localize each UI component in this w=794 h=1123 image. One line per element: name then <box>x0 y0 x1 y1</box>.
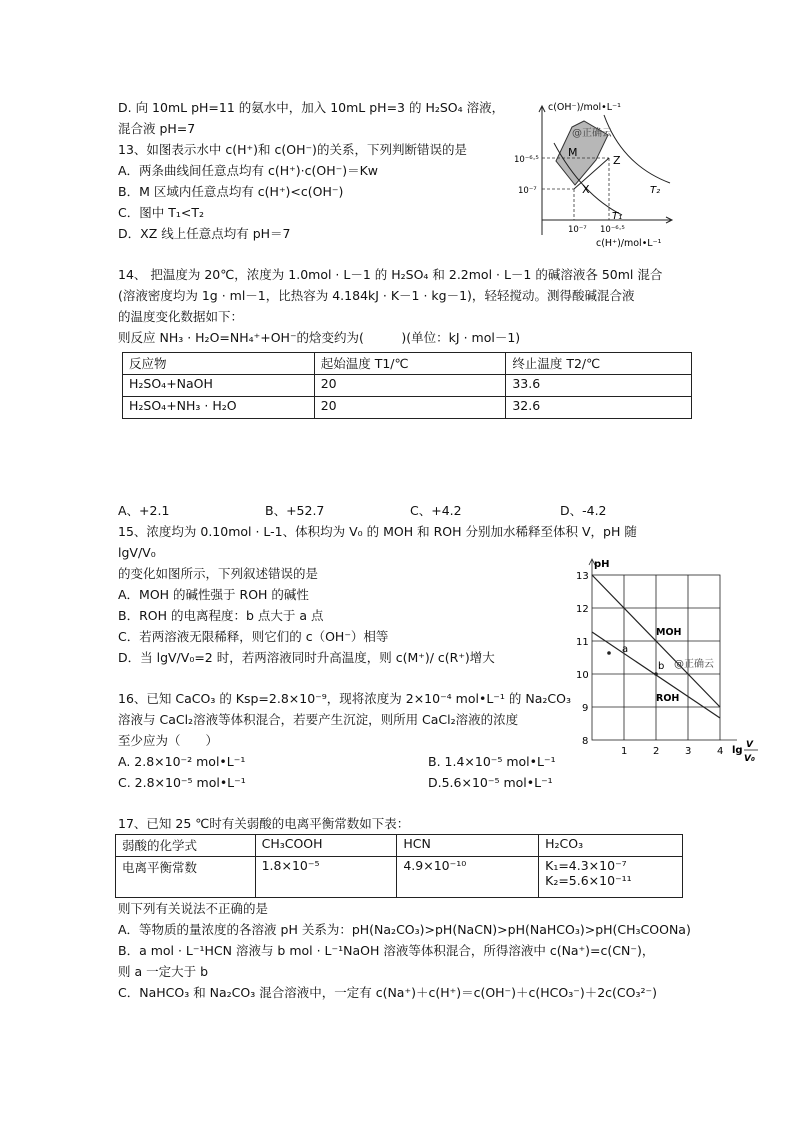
table-header-cell: 弱酸的化学式 <box>116 835 256 857</box>
roh-label: ROH <box>656 693 680 704</box>
point-m-label: M <box>568 146 578 159</box>
q14-option-a: A、+2.1 <box>118 503 170 518</box>
q14-option-c: C、+4.2 <box>410 503 462 518</box>
q13-watermark: @正确云 <box>572 128 612 139</box>
q15-y-tick-9: 9 <box>582 703 589 714</box>
q13-y-tick-2: 10⁻⁷ <box>518 186 537 196</box>
table-cell: 电离平衡常数 <box>116 857 256 898</box>
q17-option-b-line1: B．a mol · L⁻¹HCN 溶液与 b mol · L⁻¹NaOH 溶液等体积混合，所得溶液中 c(Na⁺)=c(CN⁻)， <box>118 943 655 958</box>
q14-stem-line4: 则反应 NH₃ · H₂O=NH₄⁺+OH⁻的焓变约为( )(单位：kJ · mol－1) <box>118 330 521 345</box>
q13-x-tick-2: 10⁻⁶·⁵ <box>600 225 625 235</box>
q15-x-tick-4: 4 <box>717 746 724 757</box>
q14-option-b: B、+52.7 <box>265 503 325 518</box>
table-row <box>123 375 692 397</box>
table-header-cell: 起始温度 T1/℃ <box>314 353 506 375</box>
q15-option-a: A．MOH 的碱性强于 ROH 的碱性 <box>118 587 309 602</box>
q15-stem-line3: 的变化如图所示，下列叙述错误的是 <box>118 566 319 581</box>
table-cell: 1.8×10⁻⁵ <box>255 857 397 898</box>
q15-x-label-den: V₀ <box>744 754 755 764</box>
q15-y-tick-8: 8 <box>582 736 589 747</box>
q16-option-b: B. 1.4×10⁻⁵ mol•L⁻¹ <box>428 754 556 769</box>
q17-stem: 17、已知 25 ℃时有关弱酸的电离平衡常数如下表： <box>118 816 410 831</box>
q15-x-label-num: V <box>746 740 753 750</box>
table-cell: 4.9×10⁻¹⁰ <box>397 857 539 898</box>
point-a <box>607 651 611 655</box>
table-header-cell: 反应物 <box>123 353 315 375</box>
q13-option-a: A．两条曲线间任意点均有 c(H⁺)·c(OH⁻)＝Kw <box>118 163 379 178</box>
q15-y-tick-12: 12 <box>576 604 589 615</box>
q16-stem-line2: 溶液与 CaCl₂溶液等体积混合，若要产生沉淀，则所用 CaCl₂溶液的浓度 <box>118 712 519 727</box>
table-header-row <box>123 353 692 375</box>
q15-stem-line1: 15、浓度均为 0.10mol · L-1、体积均为 V₀ 的 MOH 和 ROH 分别加水稀释至体积 V，pH 随 <box>118 524 637 539</box>
q12-option-d-line2: 混合液 pH=7 <box>118 121 196 136</box>
q16-stem-line1: 16、已知 CaCO₃ 的 Ksp=2.8×10⁻⁹，现将浓度为 2×10⁻⁴ mol•L⁻¹ 的 Na₂CO₃ <box>118 691 571 706</box>
point-b <box>654 672 658 676</box>
q13-y-axis-label: c(OH⁻)/mol•L⁻¹ <box>548 102 621 113</box>
q15-y-tick-10: 10 <box>576 670 589 681</box>
q15-stem-line2: lgV/V₀ <box>118 545 156 560</box>
point-z-label: Z <box>613 154 621 167</box>
q15-option-b: B．ROH 的电离程度：b 点大于 a 点 <box>118 608 324 623</box>
q15-option-d: D．当 lgV/V₀=2 时，若两溶液同时升高温度，则 c(M⁺)/ c(R⁺)增大 <box>118 650 495 665</box>
q14-stem-line1: 14、 把温度为 20℃，浓度为 1.0mol · L－1 的 H₂SO₄ 和 2.2mol · L－1 的碱溶液各 50ml 混合 <box>118 267 663 282</box>
table-cell: 32.6 <box>506 397 692 419</box>
q15-x-tick-3: 3 <box>685 746 692 757</box>
q15-y-tick-13: 13 <box>576 571 589 582</box>
q13-figure <box>512 95 682 253</box>
q15-x-tick-1: 1 <box>621 746 628 757</box>
q17-after-table: 则下列有关说法不正确的是 <box>118 901 269 916</box>
q13-y-tick-1: 10⁻⁶·⁵ <box>514 155 539 165</box>
q16-option-c: C. 2.8×10⁻⁵ mol•L⁻¹ <box>118 775 246 790</box>
table-cell: 33.6 <box>506 375 692 397</box>
table-cell: 20 <box>314 397 506 419</box>
t2-curve <box>604 115 670 183</box>
q15-y-label: pH <box>594 559 610 570</box>
t1-label: T₁ <box>612 211 623 222</box>
table-cell: 20 <box>314 375 506 397</box>
q14-option-d: D、-4.2 <box>560 503 607 518</box>
point-x-label: X <box>582 183 590 196</box>
q13-stem: 13、如图表示水中 c(H⁺)和 c(OH⁻)的关系，下列判断错误的是 <box>118 142 467 157</box>
q12-option-d-line1: D. 向 10mL pH=11 的氨水中，加入 10mL pH=3 的 H₂SO₄ 溶液， <box>118 100 505 115</box>
table-row <box>123 397 692 419</box>
k2-value: K₂=5.6×10⁻¹¹ <box>545 873 632 888</box>
q16-option-a: A. 2.8×10⁻² mol•L⁻¹ <box>118 754 246 769</box>
point-a-label: a <box>622 644 629 655</box>
q14-table <box>122 352 692 419</box>
q15-watermark: @正确云 <box>674 659 714 670</box>
q13-option-c: C．图中 T₁<T₂ <box>118 205 204 220</box>
table-cell: H₂SO₄+NaOH <box>123 375 315 397</box>
table-header-cell: HCN <box>397 835 539 857</box>
q15-option-c: C．若两溶液无限稀释，则它们的 c（OH⁻）相等 <box>118 629 389 644</box>
table-header-row <box>116 835 683 857</box>
table-header-cell: CH₃COOH <box>255 835 397 857</box>
table-header-cell: 终止温度 T2/℃ <box>506 353 692 375</box>
table-cell: H₂SO₄+NH₃ · H₂O <box>123 397 315 419</box>
q15-x-label-lg: lg <box>732 745 743 756</box>
q15-figure <box>572 555 762 770</box>
k1-value: K₁=4.3×10⁻⁷ <box>545 858 627 873</box>
q17-option-b-line2: 则 a 一定大于 b <box>118 964 209 979</box>
t2-label: T₂ <box>650 185 661 196</box>
q17-option-a: A．等物质的量浓度的各溶液 pH 关系为：pH(Na₂CO₃)>pH(NaCN)>pH(NaHCO₃)>pH(CH₃COONa) <box>118 922 691 937</box>
q13-option-d: D．XZ 线上任意点均有 pH＝7 <box>118 226 291 241</box>
q15-x-tick-2: 2 <box>653 746 660 757</box>
q13-x-tick-1: 10⁻⁷ <box>568 225 587 235</box>
q17-option-c: C．NaHCO₃ 和 Na₂CO₃ 混合溶液中，一定有 c(Na⁺)＋c(H⁺)＝c(OH⁻)＋c(HCO₃⁻)＋2c(CO₃²⁻) <box>118 985 657 1000</box>
moh-label: MOH <box>656 627 682 638</box>
q14-stem-line2: (溶液密度均为 1g · ml－1，比热容为 4.184kJ · K－1 · kg－1)，轻轻搅动。测得酸碱混合液 <box>118 288 635 303</box>
q15-grid <box>592 575 720 740</box>
q14-stem-line3: 的温度变化数据如下： <box>118 309 244 324</box>
table-row <box>116 857 683 898</box>
q16-stem-line3: 至少应为（ ） <box>118 733 219 748</box>
table-cell <box>539 857 683 898</box>
q13-x-axis-label: c(H⁺)/mol•L⁻¹ <box>596 238 662 249</box>
q13-option-b: B．M 区域内任意点均有 c(H⁺)<c(OH⁻) <box>118 184 344 199</box>
q15-y-tick-11: 11 <box>576 637 589 648</box>
table-header-cell: H₂CO₃ <box>539 835 683 857</box>
point-b-label: b <box>658 661 665 672</box>
q16-option-d: D.5.6×10⁻⁵ mol•L⁻¹ <box>428 775 553 790</box>
q17-table <box>115 834 683 898</box>
